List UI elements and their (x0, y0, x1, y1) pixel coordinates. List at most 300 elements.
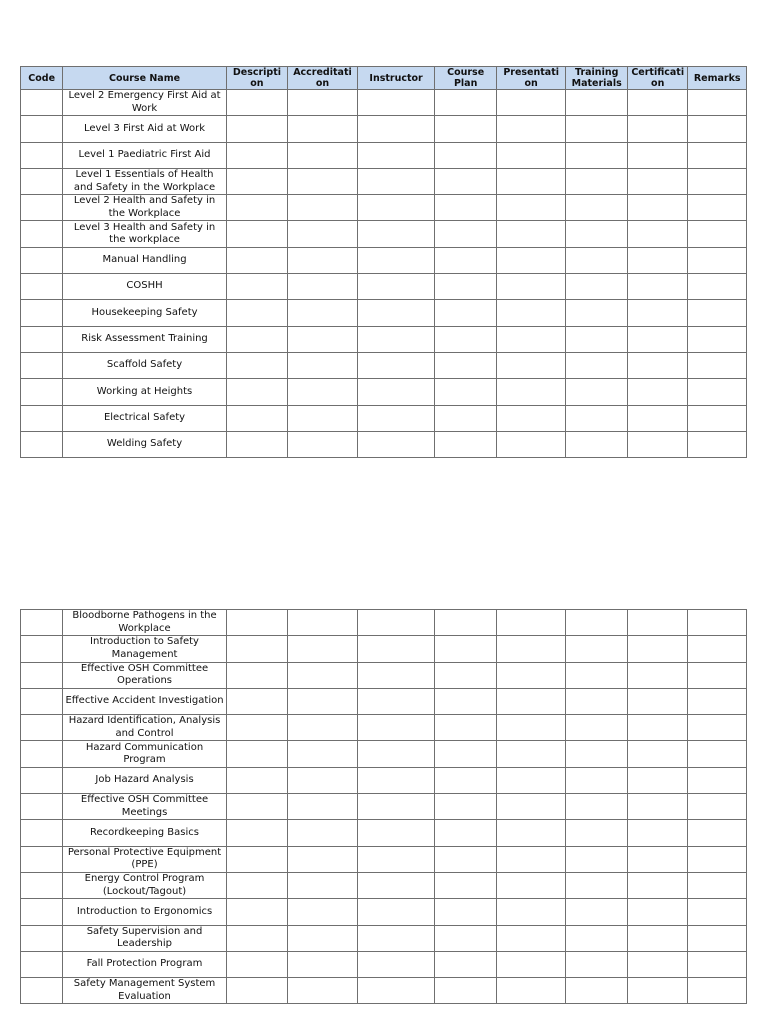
table-row (21, 405, 747, 431)
empty-cell (496, 300, 566, 326)
empty-cell (357, 116, 435, 142)
table-row (21, 90, 747, 116)
empty-cell (21, 820, 63, 846)
course-name-cell: Working at Heights (63, 379, 226, 405)
empty-cell (566, 195, 628, 221)
empty-cell (21, 741, 63, 767)
empty-cell (566, 662, 628, 688)
empty-cell (435, 352, 497, 378)
empty-cell (21, 168, 63, 194)
empty-cell (288, 662, 358, 688)
course-name-cell: Electrical Safety (63, 405, 226, 431)
course-name-cell: Hazard Identification, Analysis and Control (63, 715, 226, 741)
empty-cell (435, 116, 497, 142)
empty-cell (226, 90, 288, 116)
empty-cell (435, 300, 497, 326)
empty-cell (288, 741, 358, 767)
empty-cell (435, 405, 497, 431)
empty-cell (627, 741, 688, 767)
empty-cell (21, 846, 63, 872)
empty-cell (496, 431, 566, 457)
header-course-name: Course Name (63, 67, 226, 90)
empty-cell (496, 247, 566, 273)
empty-cell (435, 767, 497, 793)
course-name-cell: Job Hazard Analysis (63, 767, 226, 793)
empty-cell (688, 899, 747, 925)
empty-cell (688, 767, 747, 793)
table-row (21, 820, 747, 846)
empty-cell (435, 662, 497, 688)
empty-cell (627, 90, 688, 116)
empty-cell (21, 951, 63, 977)
empty-cell (566, 221, 628, 247)
empty-cell (627, 431, 688, 457)
empty-cell (357, 168, 435, 194)
empty-cell (357, 405, 435, 431)
empty-cell (21, 767, 63, 793)
course-name-cell: Effective OSH Committee Operations (63, 662, 226, 688)
empty-cell (288, 431, 358, 457)
empty-cell (288, 925, 358, 951)
empty-cell (21, 899, 63, 925)
empty-cell (226, 741, 288, 767)
empty-cell (627, 794, 688, 820)
empty-cell (288, 767, 358, 793)
empty-cell (627, 116, 688, 142)
empty-cell (627, 978, 688, 1004)
table-row (21, 168, 747, 194)
table-row (21, 662, 747, 688)
empty-cell (288, 90, 358, 116)
empty-cell (627, 352, 688, 378)
empty-cell (627, 688, 688, 714)
empty-cell (688, 274, 747, 300)
empty-cell (566, 846, 628, 872)
header-row (21, 67, 747, 90)
empty-cell (627, 168, 688, 194)
empty-cell (688, 221, 747, 247)
empty-cell (288, 116, 358, 142)
empty-cell (496, 767, 566, 793)
empty-cell (435, 636, 497, 662)
empty-cell (357, 951, 435, 977)
empty-cell (496, 872, 566, 898)
empty-cell (496, 221, 566, 247)
empty-cell (21, 274, 63, 300)
empty-cell (226, 195, 288, 221)
table-row (21, 300, 747, 326)
empty-cell (288, 405, 358, 431)
empty-cell (688, 431, 747, 457)
empty-cell (627, 636, 688, 662)
empty-cell (688, 951, 747, 977)
header-training-materials: Training Materials (566, 67, 628, 90)
empty-cell (627, 379, 688, 405)
table-row (21, 116, 747, 142)
table-row (21, 431, 747, 457)
empty-cell (566, 90, 628, 116)
empty-cell (566, 274, 628, 300)
empty-cell (566, 767, 628, 793)
table-row (21, 326, 747, 352)
empty-cell (566, 431, 628, 457)
header-remarks: Remarks (688, 67, 747, 90)
empty-cell (435, 168, 497, 194)
table-row (21, 636, 747, 662)
course-name-cell: Fall Protection Program (63, 951, 226, 977)
empty-cell (21, 636, 63, 662)
empty-cell (688, 90, 747, 116)
empty-cell (566, 352, 628, 378)
table-row (21, 741, 747, 767)
empty-cell (226, 820, 288, 846)
empty-cell (688, 741, 747, 767)
empty-cell (435, 195, 497, 221)
empty-cell (688, 610, 747, 636)
empty-cell (288, 168, 358, 194)
empty-cell (566, 688, 628, 714)
empty-cell (288, 820, 358, 846)
empty-cell (627, 221, 688, 247)
empty-cell (226, 274, 288, 300)
empty-cell (226, 846, 288, 872)
empty-cell (627, 899, 688, 925)
empty-cell (688, 794, 747, 820)
empty-cell (566, 142, 628, 168)
empty-cell (21, 300, 63, 326)
empty-cell (357, 195, 435, 221)
empty-cell (496, 352, 566, 378)
empty-cell (288, 247, 358, 273)
empty-cell (435, 274, 497, 300)
empty-cell (566, 925, 628, 951)
empty-cell (226, 142, 288, 168)
empty-cell (496, 116, 566, 142)
empty-cell (288, 872, 358, 898)
empty-cell (288, 300, 358, 326)
empty-cell (435, 326, 497, 352)
empty-cell (566, 951, 628, 977)
empty-cell (226, 247, 288, 273)
empty-cell (21, 688, 63, 714)
empty-cell (357, 872, 435, 898)
empty-cell (226, 872, 288, 898)
empty-cell (627, 247, 688, 273)
empty-cell (21, 247, 63, 273)
empty-cell (21, 431, 63, 457)
empty-cell (688, 326, 747, 352)
course-name-cell: Bloodborne Pathogens in the Workplace (63, 610, 226, 636)
empty-cell (357, 794, 435, 820)
course-name-cell: Level 1 Paediatric First Aid (63, 142, 226, 168)
table-row (21, 715, 747, 741)
empty-cell (566, 741, 628, 767)
empty-cell (21, 978, 63, 1004)
empty-cell (566, 872, 628, 898)
empty-cell (21, 326, 63, 352)
empty-cell (357, 767, 435, 793)
empty-cell (566, 405, 628, 431)
table-row (21, 951, 747, 977)
empty-cell (21, 116, 63, 142)
empty-cell (435, 142, 497, 168)
empty-cell (226, 925, 288, 951)
empty-cell (21, 379, 63, 405)
empty-cell (688, 636, 747, 662)
empty-cell (226, 767, 288, 793)
empty-cell (435, 221, 497, 247)
table-row (21, 221, 747, 247)
empty-cell (627, 925, 688, 951)
empty-cell (357, 221, 435, 247)
empty-cell (226, 610, 288, 636)
table-row (21, 872, 747, 898)
empty-cell (435, 872, 497, 898)
empty-cell (496, 142, 566, 168)
empty-cell (435, 820, 497, 846)
header-instructor: Instructor (357, 67, 435, 90)
empty-cell (288, 195, 358, 221)
empty-cell (566, 636, 628, 662)
empty-cell (226, 715, 288, 741)
table-row (21, 767, 747, 793)
table-row (21, 195, 747, 221)
empty-cell (226, 794, 288, 820)
empty-cell (288, 274, 358, 300)
empty-cell (288, 688, 358, 714)
empty-cell (566, 379, 628, 405)
empty-cell (288, 846, 358, 872)
header-description: Descripti on (226, 67, 288, 90)
empty-cell (688, 872, 747, 898)
empty-cell (357, 352, 435, 378)
table-row (21, 899, 747, 925)
empty-cell (226, 636, 288, 662)
empty-cell (435, 610, 497, 636)
empty-cell (496, 794, 566, 820)
empty-cell (496, 326, 566, 352)
table-row (21, 379, 747, 405)
course-name-cell: Introduction to Safety Management (63, 636, 226, 662)
empty-cell (288, 715, 358, 741)
empty-cell (496, 715, 566, 741)
empty-cell (226, 379, 288, 405)
course-name-cell: Safety Supervision and Leadership (63, 925, 226, 951)
empty-cell (496, 274, 566, 300)
empty-cell (435, 794, 497, 820)
empty-cell (435, 899, 497, 925)
empty-cell (496, 899, 566, 925)
empty-cell (688, 662, 747, 688)
header-accreditation: Accreditati on (288, 67, 358, 90)
empty-cell (496, 662, 566, 688)
table-row (21, 794, 747, 820)
empty-cell (357, 636, 435, 662)
empty-cell (226, 662, 288, 688)
empty-cell (435, 978, 497, 1004)
empty-cell (496, 846, 566, 872)
empty-cell (288, 379, 358, 405)
empty-cell (496, 688, 566, 714)
empty-cell (496, 90, 566, 116)
empty-cell (357, 300, 435, 326)
empty-cell (21, 352, 63, 378)
empty-cell (226, 116, 288, 142)
empty-cell (21, 195, 63, 221)
empty-cell (435, 688, 497, 714)
empty-cell (288, 221, 358, 247)
empty-cell (226, 168, 288, 194)
course-name-cell: Welding Safety (63, 431, 226, 457)
empty-cell (435, 379, 497, 405)
empty-cell (357, 142, 435, 168)
empty-cell (357, 379, 435, 405)
empty-cell (288, 142, 358, 168)
table-row (21, 688, 747, 714)
empty-cell (226, 978, 288, 1004)
empty-cell (566, 116, 628, 142)
empty-cell (21, 221, 63, 247)
table-row (21, 142, 747, 168)
empty-cell (627, 300, 688, 326)
empty-cell (496, 610, 566, 636)
course-table-2 (20, 609, 747, 1004)
empty-cell (496, 379, 566, 405)
course-name-cell: Hazard Communication Program (63, 741, 226, 767)
course-name-cell: COSHH (63, 274, 226, 300)
empty-cell (288, 352, 358, 378)
header-course-plan: Course Plan (435, 67, 497, 90)
empty-cell (435, 90, 497, 116)
empty-cell (627, 610, 688, 636)
empty-cell (627, 872, 688, 898)
course-name-cell: Level 2 Health and Safety in the Workplace (63, 195, 226, 221)
empty-cell (566, 300, 628, 326)
table-row (21, 274, 747, 300)
empty-cell (288, 610, 358, 636)
course-name-cell: Manual Handling (63, 247, 226, 273)
empty-cell (688, 925, 747, 951)
empty-cell (496, 168, 566, 194)
course-name-cell: Personal Protective Equipment (PPE) (63, 846, 226, 872)
table-row (21, 610, 747, 636)
empty-cell (435, 741, 497, 767)
header-certification: Certificati on (627, 67, 688, 90)
empty-cell (496, 925, 566, 951)
empty-cell (688, 846, 747, 872)
empty-cell (435, 951, 497, 977)
empty-cell (226, 300, 288, 326)
table-row (21, 352, 747, 378)
course-name-cell: Introduction to Ergonomics (63, 899, 226, 925)
empty-cell (357, 925, 435, 951)
empty-cell (627, 767, 688, 793)
empty-cell (21, 794, 63, 820)
empty-cell (288, 326, 358, 352)
empty-cell (226, 951, 288, 977)
empty-cell (566, 326, 628, 352)
empty-cell (566, 168, 628, 194)
empty-cell (288, 794, 358, 820)
empty-cell (566, 899, 628, 925)
empty-cell (688, 820, 747, 846)
empty-cell (357, 610, 435, 636)
header-presentation: Presentati on (496, 67, 566, 90)
empty-cell (688, 978, 747, 1004)
empty-cell (627, 405, 688, 431)
empty-cell (688, 352, 747, 378)
empty-cell (21, 405, 63, 431)
empty-cell (496, 636, 566, 662)
empty-cell (357, 978, 435, 1004)
empty-cell (226, 899, 288, 925)
empty-cell (226, 221, 288, 247)
empty-cell (688, 168, 747, 194)
course-name-cell: Effective Accident Investigation (63, 688, 226, 714)
course-name-cell: Level 3 First Aid at Work (63, 116, 226, 142)
table-row (21, 247, 747, 273)
empty-cell (21, 142, 63, 168)
empty-cell (357, 662, 435, 688)
empty-cell (627, 274, 688, 300)
empty-cell (357, 274, 435, 300)
empty-cell (627, 846, 688, 872)
empty-cell (357, 247, 435, 273)
empty-cell (627, 715, 688, 741)
empty-cell (435, 715, 497, 741)
course-name-cell: Safety Management System Evaluation (63, 978, 226, 1004)
empty-cell (688, 405, 747, 431)
empty-cell (688, 142, 747, 168)
course-name-cell: Effective OSH Committee Meetings (63, 794, 226, 820)
empty-cell (288, 636, 358, 662)
empty-cell (566, 610, 628, 636)
table-row (21, 925, 747, 951)
empty-cell (435, 846, 497, 872)
empty-cell (21, 662, 63, 688)
empty-cell (357, 741, 435, 767)
empty-cell (288, 978, 358, 1004)
table-row (21, 978, 747, 1004)
empty-cell (21, 872, 63, 898)
empty-cell (566, 247, 628, 273)
empty-cell (688, 247, 747, 273)
empty-cell (226, 405, 288, 431)
empty-cell (688, 688, 747, 714)
empty-cell (688, 116, 747, 142)
empty-cell (627, 142, 688, 168)
empty-cell (496, 978, 566, 1004)
empty-cell (357, 846, 435, 872)
header-code: Code (21, 67, 63, 90)
empty-cell (688, 195, 747, 221)
empty-cell (496, 951, 566, 977)
empty-cell (496, 195, 566, 221)
empty-cell (357, 715, 435, 741)
empty-cell (566, 715, 628, 741)
empty-cell (288, 899, 358, 925)
empty-cell (496, 820, 566, 846)
empty-cell (357, 820, 435, 846)
course-table-1 (20, 66, 747, 458)
empty-cell (627, 820, 688, 846)
course-name-cell: Level 3 Health and Safety in the workplace (63, 221, 226, 247)
empty-cell (435, 247, 497, 273)
empty-cell (21, 925, 63, 951)
empty-cell (21, 610, 63, 636)
empty-cell (226, 688, 288, 714)
empty-cell (566, 820, 628, 846)
